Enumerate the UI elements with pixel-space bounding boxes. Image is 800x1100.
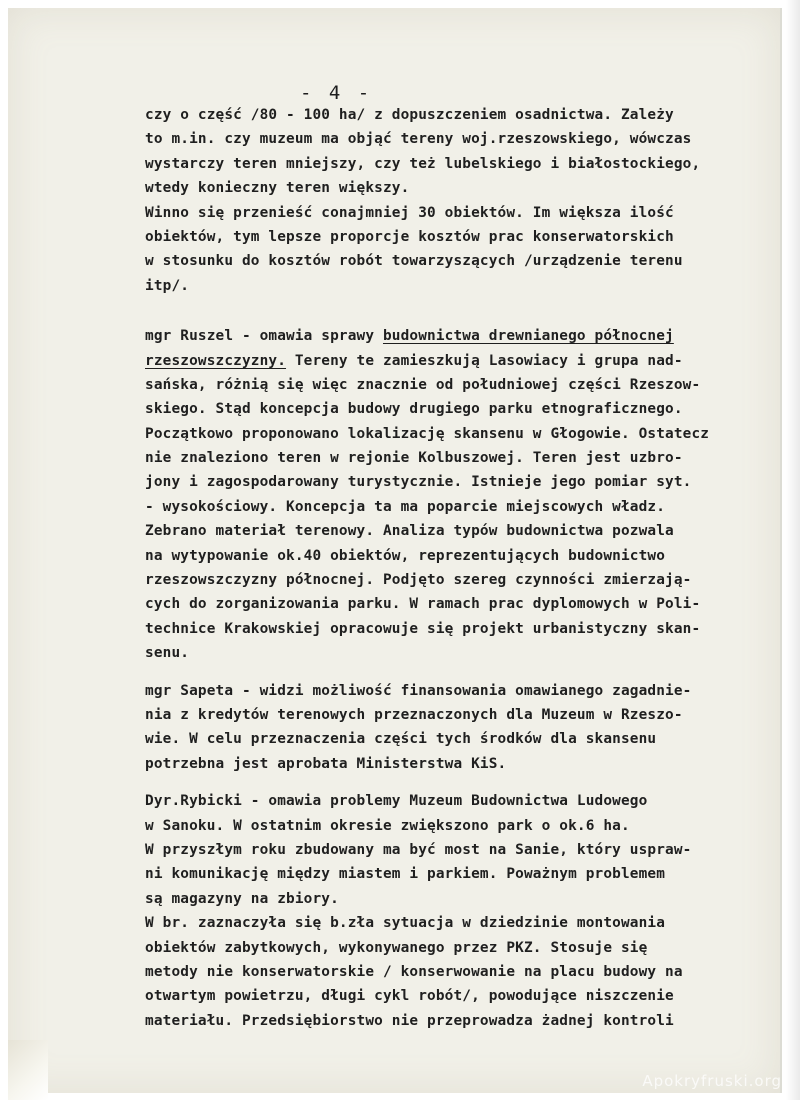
text-line: technice Krakowskiej opracowuje się projekt urbanistyczny skan-: [145, 620, 701, 637]
document-body: [145, 103, 775, 1033]
paragraph-intro: [145, 103, 775, 298]
text-line: czy o część /80 - 100 ha/ z dopuszczeniem osadnictwa. Zależy: [145, 107, 674, 123]
watermark-text: Apokryfruski.org: [642, 1072, 782, 1090]
underlined-text: budownictwa drewnianego północnej: [382, 328, 674, 345]
text-line: sańska, różnią się więc znacznie od południowej części Rzeszow-: [145, 376, 701, 393]
ruszel-prefix: mgr Ruszel - omawia sprawy: [145, 328, 383, 345]
text-line: mgr Sapeta - widzi możliwość finansowania omawianego zagadnie-: [145, 682, 692, 699]
text-line: na wytypowanie ok.40 obiektów, reprezentujących budownictwo: [145, 547, 666, 564]
page-number: - 4 -: [300, 82, 373, 104]
text-line: Dyr.Rybicki - omawia problemy Muzeum Budownictwa Ludowego: [145, 793, 648, 810]
text-line: obiektów zabytkowych, wykonywanego przez PKZ. Stosuje się: [145, 939, 648, 956]
text-line: nie znaleziono teren w rejonie Kolbuszowej. Teren jest uzbro-: [145, 450, 683, 467]
text-line: Winno się przenieść conajmniej 30 obiektów. Im większa ilość: [145, 204, 674, 221]
text-line: Początkowo proponowano lokalizację skansenu w Głogowie. Ostatecz: [145, 425, 710, 442]
text-line: otwartym powietrzu, długi cykl robót/, powodujące niszczenie: [145, 988, 674, 1005]
text-line: wie. W celu przeznaczenia części tych środków dla skansenu: [145, 731, 657, 748]
text-line: senu.: [145, 645, 190, 662]
text-line: w Sanoku. W ostatnim okresie zwiększono park o ok.6 ha.: [145, 817, 630, 834]
text-line: W br. zaznaczyła się b.zła sytuacja w dziedzinie montowania: [145, 915, 666, 932]
text-line: cych do zorganizowania parku. W ramach prac dyplomowych w Poli-: [145, 596, 701, 613]
text-line: nia z kredytów terenowych przeznaczonych dla Muzeum w Rzeszo-: [145, 706, 683, 723]
text-line: - wysokościowy. Koncepcja ta ma poparcie miejscowych władz.: [145, 498, 666, 515]
text-line: itp/.: [145, 277, 190, 294]
text-line: metody nie konserwatorskie / konserwowanie na placu budowy na: [145, 963, 683, 980]
ruszel-continuation: Tereny te zamieszkują Lasowiacy i grupa nad-: [286, 352, 683, 369]
scan-edge: [786, 0, 800, 1100]
paragraph-ruszel: [145, 324, 775, 665]
paragraph-sapeta: [145, 679, 775, 777]
text-line: to m.in. czy muzeum ma objąć tereny woj.rzeszowskiego, wówczas: [145, 131, 692, 148]
text-line: skiego. Stąd koncepcja budowy drugiego parku etnograficznego.: [145, 401, 683, 418]
text-line: obiektów, tym lepsze proporcje kosztów prac konserwatorskich: [145, 228, 674, 245]
text-line: ni komunikację między miastem i parkiem. Poważnym problemem: [145, 866, 666, 883]
text-line: są magazyny na zbiory.: [145, 890, 339, 907]
paragraph-rybicki: [145, 789, 775, 1033]
text-line: potrzebna jest aprobata Ministerstwa KiS.: [145, 755, 507, 772]
page-fold: [8, 1040, 48, 1100]
text-line: Zebrano materiał terenowy. Analiza typów budownictwa pozwala: [145, 523, 674, 540]
text-line: jony i zagospodarowany turystycznie. Istnieje jego pomiar syt.: [145, 474, 692, 491]
underlined-text: rzeszowszczyzny.: [145, 352, 287, 369]
text-line: materiału. Przedsiębiorstwo nie przeprowadza żadnej kontroli: [145, 1012, 674, 1029]
text-line: wystarczy teren mniejszy, czy też lubelskiego i białostockiego,: [145, 155, 701, 172]
text-line: wtedy konieczny teren większy.: [145, 180, 410, 197]
text-line: w stosunku do kosztów robót towarzyszących /urządzenie terenu: [145, 253, 683, 270]
text-line: rzeszowszczyzny północnej. Podjęto szereg czynności zmierzają-: [145, 572, 692, 589]
text-line: [145, 349, 775, 373]
text-line: [145, 324, 775, 348]
text-line: W przyszłym roku zbudowany ma być most na Sanie, który uspraw-: [145, 841, 692, 858]
